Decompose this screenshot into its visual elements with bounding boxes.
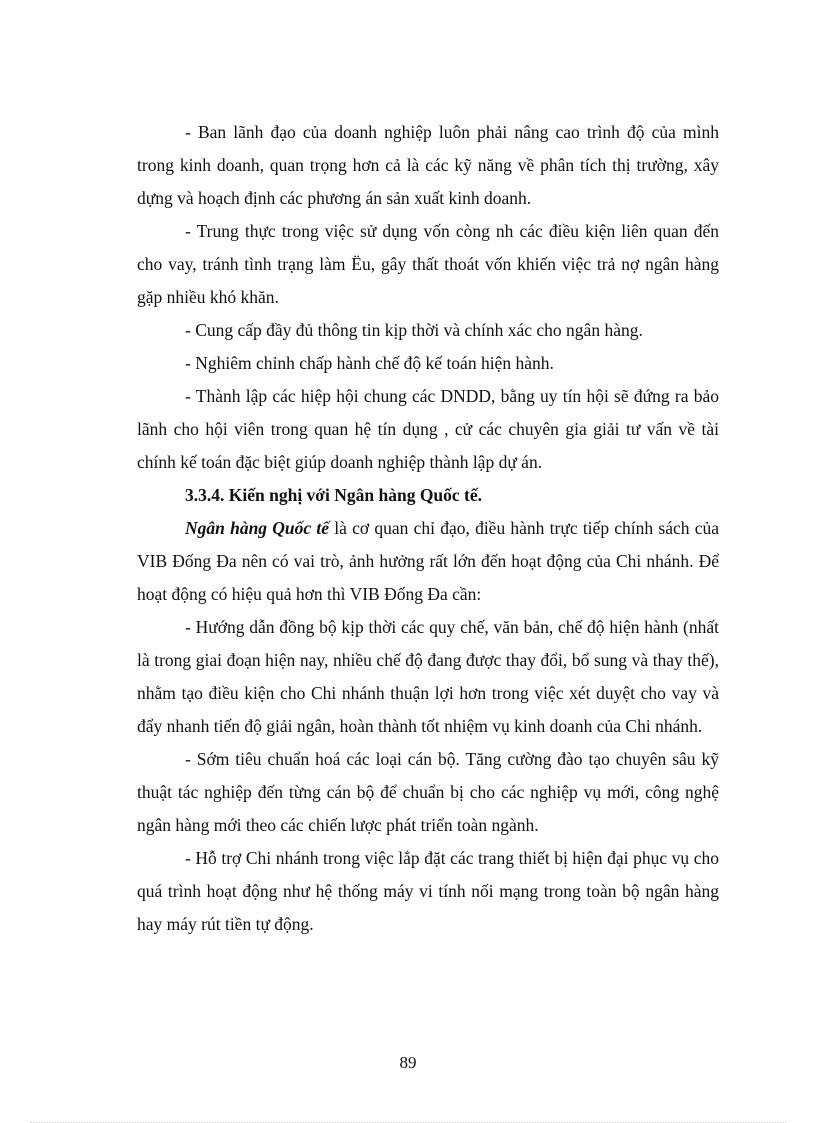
lead-paragraph-text: là cơ quan chỉ đạo, điều hành trực tiếp chính sách của VIB Đống Đa nên có vai trò, ảnh hưởng rất lớn đến hoạt động của Chi nhánh. Để hoạt động có hiệu quả hơn thì VIB Đống Đa cần:: [137, 518, 719, 604]
paragraph-management-skills: - Ban lãnh đạo của doanh nghiệp luôn phải nâng cao trình độ của mình trong kinh doanh, quan trọng hơn cả là các kỹ năng về phân tích thị trường, xây dựng và hoạch định các phương án sản xuất kinh doanh.: [137, 122, 719, 208]
paragraph-guidance-regulations: - Hướng dẫn đồng bộ kịp thời các quy chế, văn bản, chế độ hiện hành (nhất là trong giai đoạn hiện nay, nhiều chế độ đang được thay đổi, bổ sung và thay thế), nhằm tạo điều kiện cho Chi nhánh thuận lợi hơn trong việc xét duyệt cho vay và đẩy nhanh tiến độ giải ngân, hoàn thành tốt nhiệm vụ kinh doanh của Chi nhánh.: [137, 617, 719, 736]
document-body: [137, 116, 719, 941]
page-number: 89: [399, 1053, 417, 1072]
paragraph-establish-associations: - Thành lập các hiệp hội chung các DNDD, bằng uy tín hội sẽ đứng ra bảo lãnh cho hội viên trong quan hệ tín dụng , cử các chuyên gia giải tư vấn về tài chính kế toán đặc biệt giúp doanh nghiệp thành lập dự án.: [137, 386, 719, 472]
paragraph-equipment-support: - Hỗ trợ Chi nhánh trong việc lắp đặt các trang thiết bị hiện đại phục vụ cho quá trình hoạt động như hệ thống máy vi tính nối mạng trong toàn bộ ngân hàng hay máy rút tiền tự động.: [137, 848, 719, 934]
lead-term: Ngân hàng Quốc tế: [185, 518, 330, 538]
paragraph-accounting-regime: - Nghiêm chỉnh chấp hành chế độ kế toán hiện hành.: [185, 353, 554, 373]
section-heading: 3.3.4. Kiến nghị với Ngân hàng Quốc tế.: [185, 485, 483, 505]
paragraph-provide-information: - Cung cấp đầy đủ thông tin kịp thời và chính xác cho ngân hàng.: [185, 320, 643, 340]
paragraph-international-bank-role: [137, 512, 719, 611]
paragraph-honest-capital-use: - Trung thực trong việc sử dụng vốn còng nh các điều kiện liên quan đến cho vay, tránh tình trạng làm Ëu, gây thất thoát vốn khiến việc trả nợ ngân hàng gặp nhiều khó khăn.: [137, 221, 719, 307]
paragraph-staff-training: - Sớm tiêu chuẩn hoá các loại cán bộ. Tăng cường đào tạo chuyên sâu kỹ thuật tác nghiệp đến từng cán bộ để chuẩn bị cho các nghiệp vụ mới, công nghệ ngân hàng mới theo các chiến lược phát triển toàn ngành.: [137, 749, 719, 835]
